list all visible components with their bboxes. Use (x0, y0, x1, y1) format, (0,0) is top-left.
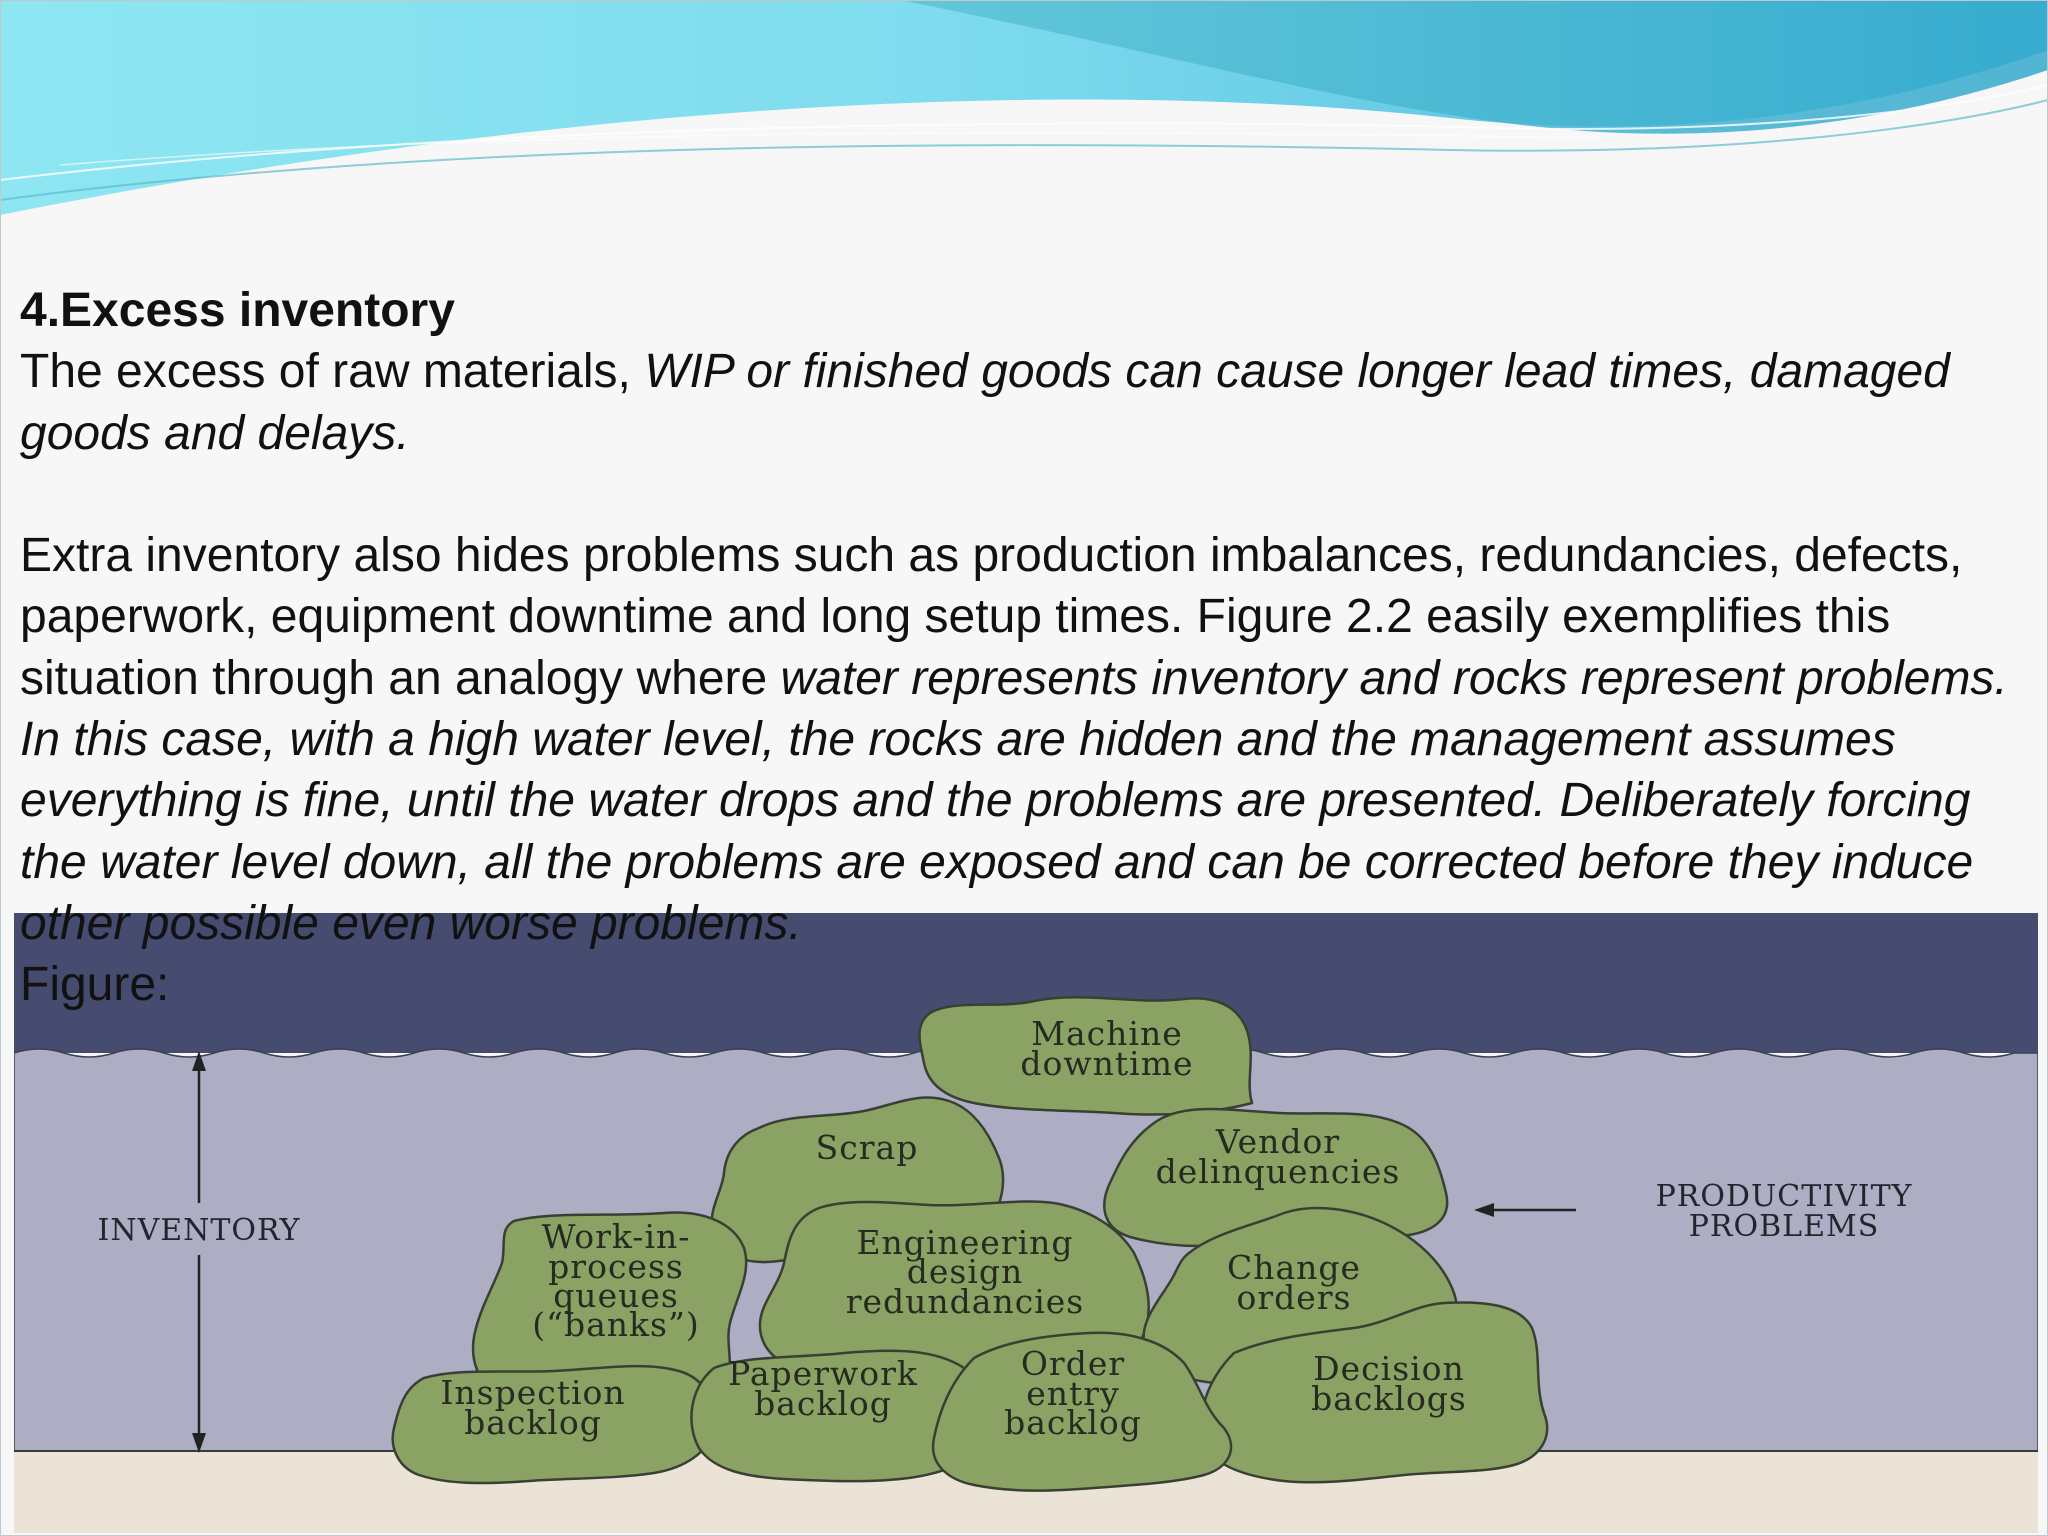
paragraph-1-italic: WIP or finished goods can cause longer lead times, damaged goods and delays. (20, 345, 1950, 460)
rock-label-wip-4: (“banks”) (532, 1305, 700, 1344)
rock-label-decision-2: backlogs (1311, 1379, 1467, 1418)
productivity-label: PRODUCTIVITY (1655, 1179, 1913, 1214)
paragraph-1-plain: The excess of raw materials, (20, 345, 645, 399)
rock-label-vendor-1: Vendor (1215, 1122, 1341, 1161)
rock-label-vendor-2: delinquencies (1155, 1152, 1401, 1191)
rock-label-order-3: backlog (1004, 1403, 1142, 1442)
rock-label-change-1: Change (1226, 1248, 1362, 1287)
section-heading: 4.Excess inventory (20, 284, 455, 337)
rock-label-order-2: entry (1026, 1374, 1120, 1413)
rock-label-decision-1: Decision (1313, 1349, 1465, 1388)
rock-label-paperwork-1: Paperwork (728, 1354, 918, 1393)
rock-label-inspection-2: backlog (464, 1403, 602, 1442)
paragraph-2-plain: Extra inventory also hides problems such as production imbalances, redundancies, defects, paperwork, equipment downtime and long setup times. Figure 2.2 easily exemplifies this situation through an analogy where (20, 529, 1963, 705)
rock-label-scrap-1: Scrap (815, 1128, 919, 1167)
rock-label-wip-2: process (548, 1247, 684, 1286)
paragraph-hidden-problems (20, 525, 2030, 954)
rock-label-machine-downtime-2: downtime (1020, 1044, 1194, 1083)
paragraph-gap (20, 464, 2030, 525)
rock-label-change-2: orders (1236, 1278, 1352, 1317)
figure-caption: Figure: (20, 958, 170, 1012)
problems-label: PROBLEMS (1688, 1209, 1880, 1244)
header-wave-decoration (0, 0, 2048, 240)
rock-label-engineering-3: redundancies (845, 1282, 1085, 1321)
rock-label-engineering-2: design (906, 1252, 1024, 1291)
rock-label-wip-3: queues (553, 1276, 679, 1315)
paragraph-excess-materials (20, 341, 2030, 464)
rock-label-order-1: Order (1020, 1344, 1126, 1383)
rock-label-wip-1: Work-in- (541, 1217, 691, 1256)
rock-label-paperwork-2: backlog (754, 1384, 892, 1423)
paragraph-2-italic: water represents inventory and rocks represent problems. In this case, with a high water level, the rocks are hidden and the management assumes everything is fine, until the water drops and the problems are presented. Deliberately forcing the water level down, all the problems are exposed and can be corrected before they induce other possible even worse problems. (20, 651, 2008, 950)
rock-label-machine-downtime-1: Machine (1031, 1014, 1183, 1053)
inventory-label: INVENTORY (97, 1213, 301, 1248)
rock-label-engineering-1: Engineering (856, 1223, 1074, 1262)
slide-text (20, 280, 2030, 1016)
rock-label-inspection-1: Inspection (440, 1373, 626, 1412)
